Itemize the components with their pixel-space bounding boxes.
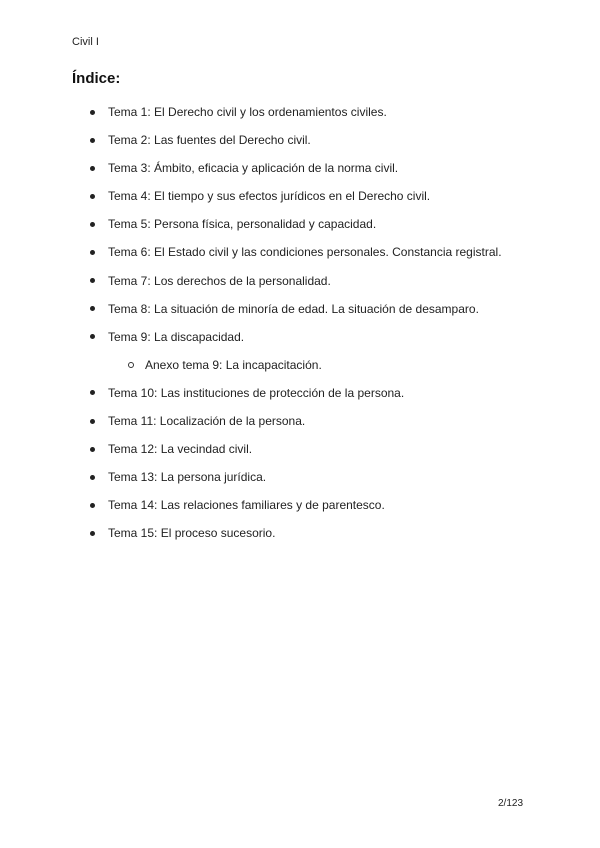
toc-item-text: Tema 11: Localización de la persona. bbox=[108, 414, 306, 429]
toc-item bbox=[90, 491, 560, 519]
toc-item-text: Tema 5: Persona física, personalidad y capacidad. bbox=[108, 217, 377, 232]
bullet-icon bbox=[90, 503, 95, 508]
toc-item bbox=[90, 126, 560, 154]
toc-item-text: Tema 12: La vecindad civil. bbox=[108, 442, 253, 457]
toc-item-text: Tema 14: Las relaciones familiares y de parentesco. bbox=[108, 498, 385, 513]
bullet-icon bbox=[90, 166, 95, 171]
toc-item-text: Tema 3: Ámbito, eficacia y aplicación de la norma civil. bbox=[108, 161, 399, 176]
toc-item bbox=[90, 154, 560, 182]
toc-item bbox=[90, 295, 560, 323]
toc-item-text: Tema 6: El Estado civil y las condiciones personales. Constancia registral. bbox=[108, 245, 502, 260]
toc-item bbox=[90, 435, 560, 463]
bullet-icon bbox=[90, 306, 95, 311]
toc-item-text: Anexo tema 9: La incapacitación. bbox=[145, 357, 322, 372]
hollow-bullet-icon bbox=[128, 362, 134, 368]
bullet-icon bbox=[90, 531, 95, 536]
toc-item-text: Tema 10: Las instituciones de protección de la persona. bbox=[108, 385, 405, 400]
document-header: Civil I bbox=[72, 36, 99, 48]
toc-item-text: Tema 13: La persona jurídica. bbox=[108, 470, 267, 485]
bullet-icon bbox=[90, 447, 95, 452]
index-title: Índice: bbox=[72, 70, 121, 87]
toc-item bbox=[90, 519, 560, 547]
bullet-icon bbox=[90, 419, 95, 424]
toc-item bbox=[90, 267, 560, 295]
bullet-icon bbox=[90, 138, 95, 143]
toc-item bbox=[90, 182, 560, 210]
toc-item bbox=[90, 463, 560, 491]
bullet-icon bbox=[90, 194, 95, 199]
toc-item-text: Tema 7: Los derechos de la personalidad. bbox=[108, 273, 331, 288]
bullet-icon bbox=[90, 250, 95, 255]
page-number: 2/123 bbox=[498, 798, 524, 809]
toc-item bbox=[90, 407, 560, 435]
toc-item bbox=[90, 238, 560, 266]
toc-item-text: Tema 4: El tiempo y sus efectos jurídicos en el Derecho civil. bbox=[108, 189, 431, 204]
bullet-icon bbox=[90, 110, 95, 115]
toc-subitem bbox=[90, 351, 560, 379]
table-of-contents bbox=[90, 98, 560, 548]
toc-item-text: Tema 2: Las fuentes del Derecho civil. bbox=[108, 133, 311, 148]
toc-item-text: Tema 8: La situación de minoría de edad. La situación de desamparo. bbox=[108, 301, 479, 316]
bullet-icon bbox=[90, 475, 95, 480]
toc-item bbox=[90, 210, 560, 238]
bullet-icon bbox=[90, 222, 95, 227]
bullet-icon bbox=[90, 278, 95, 283]
toc-item-text: Tema 9: La discapacidad. bbox=[108, 329, 245, 344]
bullet-icon bbox=[90, 334, 95, 339]
bullet-icon bbox=[90, 390, 95, 395]
toc-item bbox=[90, 379, 560, 407]
toc-item bbox=[90, 98, 560, 126]
toc-item-text: Tema 15: El proceso sucesorio. bbox=[108, 526, 276, 541]
toc-item-text: Tema 1: El Derecho civil y los ordenamientos civiles. bbox=[108, 105, 387, 119]
toc-item bbox=[90, 323, 560, 351]
